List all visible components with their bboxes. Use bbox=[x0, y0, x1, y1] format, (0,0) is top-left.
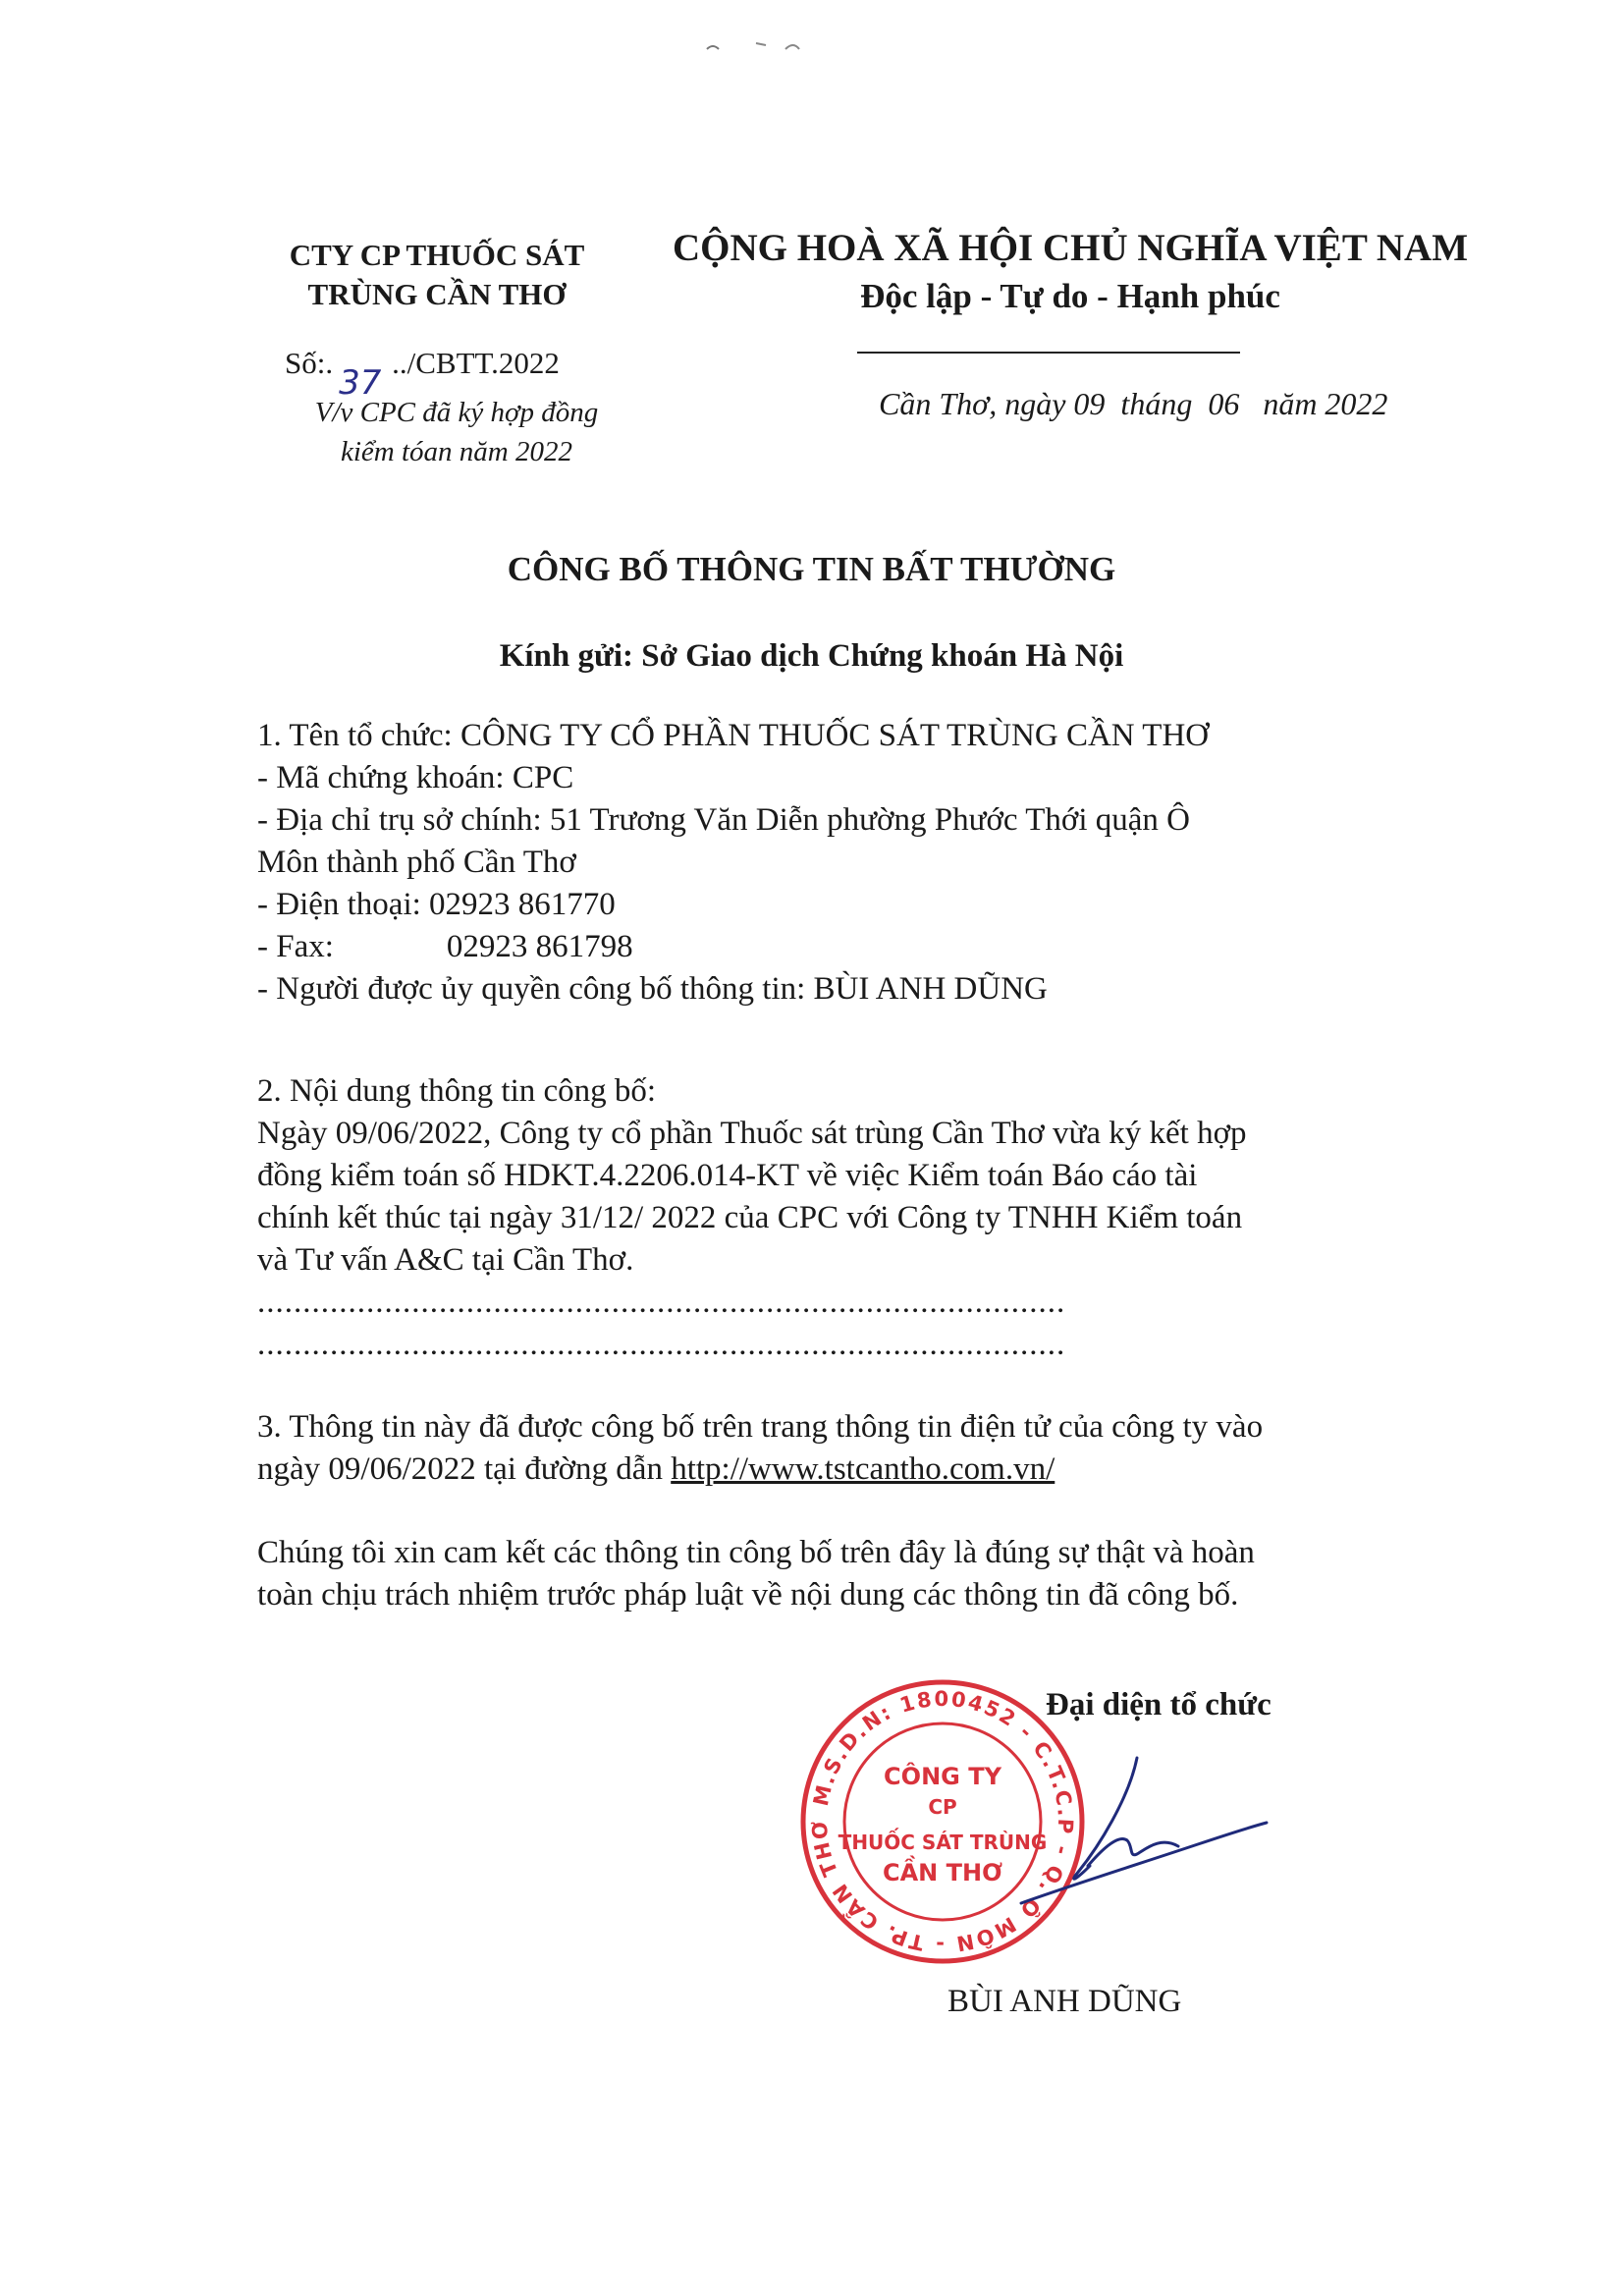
content-line-4: và Tư vấn A&C tại Cần Thơ. bbox=[257, 1242, 634, 1278]
handwritten-signature bbox=[982, 1738, 1276, 1915]
publication-line-1: 3. Thông tin này đã được công bố trên trang thông tin điện tử của công ty vào bbox=[257, 1409, 1264, 1445]
publication-line-2-prefix: ngày 09/06/2022 tại đường dẫn bbox=[257, 1451, 672, 1487]
company-line-2: TRÙNG CẦN THƠ bbox=[307, 277, 567, 311]
doc-no-suffix: ../CBTT.2022 bbox=[392, 346, 560, 380]
org-name: 1. Tên tổ chức: CÔNG TY CỔ PHẦN THUỐC SÁT TRÙNG CẦN THƠ bbox=[257, 718, 1210, 753]
dotted-line-1: ......................................................................................... bbox=[257, 1285, 1066, 1320]
section-publication bbox=[257, 1406, 1416, 1491]
fax-label: - Fax: bbox=[257, 929, 334, 964]
seal-line-1: CÔNG TY bbox=[884, 1763, 1001, 1790]
signer-name: BÙI ANH DŨNG bbox=[947, 1984, 1182, 2019]
seal-ring-text: M.S.D.N: 1800452 - C.T.C.P - Q. Ô MÔN - TP. CẦN THƠ bbox=[807, 1686, 1078, 1957]
address-line-1: - Địa chỉ trụ sở chính: 51 Trương Văn Diễn phường Phước Thới quận Ô bbox=[257, 802, 1190, 838]
publication-line-2 bbox=[257, 1449, 1416, 1491]
motto-line-2: Độc lập - Tự do - Hạnh phúc bbox=[860, 277, 1280, 315]
doc-no-prefix: Số:. bbox=[285, 346, 334, 380]
motto-line-1: CỘNG HOÀ XÃ HỘI CHỦ NGHĨA VIỆT NAM bbox=[672, 227, 1469, 269]
section-disclosure-content bbox=[257, 1070, 1416, 1366]
content-line-2: đồng kiểm toán số HDKT.4.2206.014-KT về việc Kiểm toán Báo cáo tài bbox=[257, 1158, 1198, 1193]
subject-line-2: kiểm tóan năm 2022 bbox=[341, 436, 572, 467]
section-organization-info bbox=[257, 715, 1416, 1011]
doc-no-handwritten: 37 bbox=[339, 363, 382, 403]
authorized-person: - Người được ủy quyền công bố thông tin: BÙI ANH DŨNG bbox=[257, 971, 1048, 1007]
phone: - Điện thoại: 02923 861770 bbox=[257, 887, 616, 922]
national-motto bbox=[628, 224, 1512, 320]
commitment-line-2: toàn chịu trách nhiệm trước pháp luật về nội dung các thông tin đã công bố. bbox=[257, 1577, 1239, 1613]
content-line-3: chính kết thúc tại ngày 31/12/ 2022 của CPC với Công ty TNHH Kiểm toán bbox=[257, 1200, 1243, 1235]
representative-label: Đại diện tổ chức bbox=[1046, 1687, 1271, 1722]
address-line-2: Môn thành phố Cần Thơ bbox=[257, 845, 576, 880]
commitment-line-1: Chúng tôi xin cam kết các thông tin công bố trên đây là đúng sự thật và hoàn bbox=[257, 1535, 1255, 1570]
dotted-line-2: ......................................................................................... bbox=[257, 1327, 1066, 1362]
fax-value: 02923 861798 bbox=[446, 929, 633, 964]
stock-code: - Mã chứng khoán: CPC bbox=[257, 760, 574, 795]
place-date-line: Cần Thơ, ngày 09 tháng 06 năm 2022 bbox=[879, 386, 1388, 421]
content-line-1: Ngày 09/06/2022, Công ty cổ phần Thuốc sát trùng Cần Thơ vừa ký kết hợp bbox=[257, 1116, 1247, 1151]
document-subject bbox=[265, 393, 648, 471]
document-number bbox=[285, 346, 560, 403]
scan-speck-marks bbox=[687, 20, 864, 69]
section2-heading: 2. Nội dung thông tin công bố: bbox=[257, 1073, 657, 1109]
company-header bbox=[250, 236, 623, 314]
subject-line-1: V/v CPC đã ký hợp đồng bbox=[314, 397, 599, 428]
motto-underline bbox=[857, 352, 1240, 354]
fax bbox=[257, 926, 1416, 968]
website-link[interactable]: http://www.tstcantho.com.vn/ bbox=[671, 1451, 1055, 1487]
seal-line-3: THUỐC SÁT TRÙNG bbox=[838, 1831, 1048, 1854]
seal-line-4: CẦN THƠ bbox=[882, 1859, 1003, 1886]
seal-line-2: CP bbox=[928, 1795, 957, 1819]
commitment-statement bbox=[257, 1532, 1416, 1616]
recipient-line: Kính gửi: Sở Giao dịch Chứng khoán Hà Nội bbox=[499, 638, 1124, 674]
company-line-1: CTY CP THUỐC SÁT bbox=[289, 238, 585, 272]
document-title: CÔNG BỐ THÔNG TIN BẤT THƯỜNG bbox=[507, 550, 1116, 588]
